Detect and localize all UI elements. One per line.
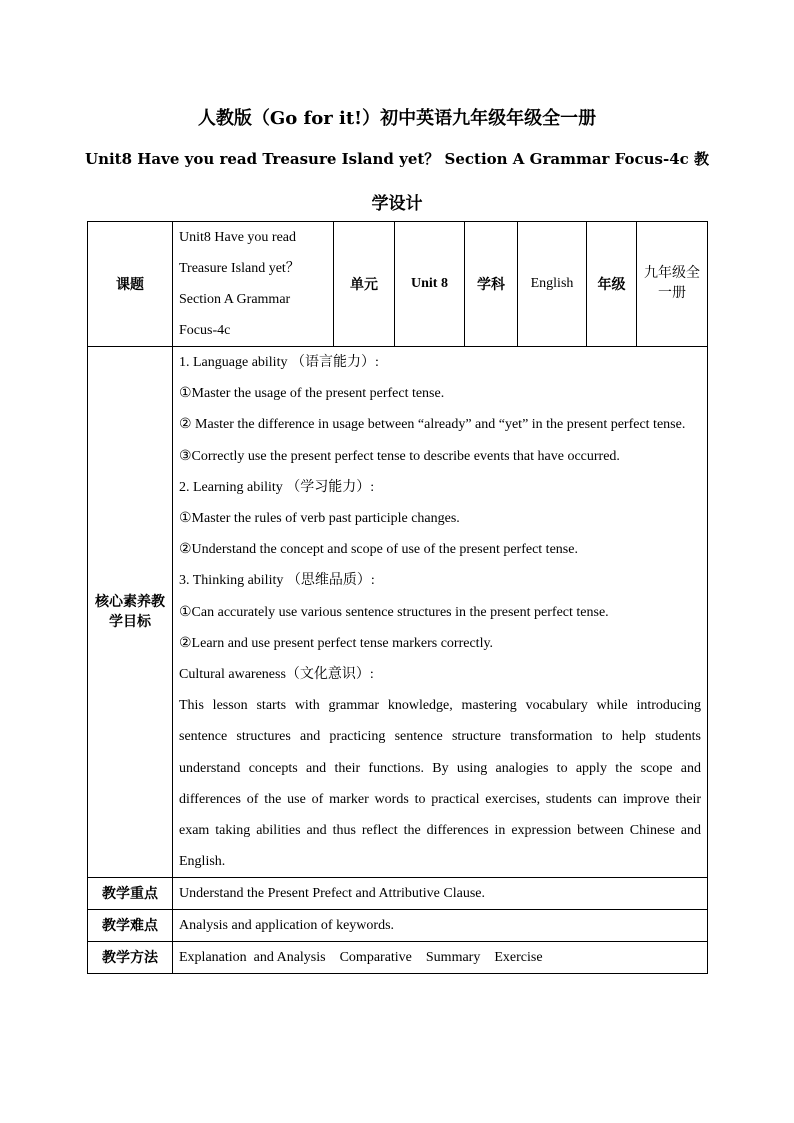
objective-line: ①Master the rules of verb past participle changes. [179, 511, 460, 527]
key-points-value: Understand the Present Prefect and Attributive Clause. [173, 878, 708, 910]
grade-value: 九年级全一册 [637, 222, 708, 347]
objectives-row [88, 347, 708, 878]
topic-value: Unit8 Have you read Treasure Island yet？ Section A Grammar Focus-4c [173, 222, 334, 347]
objective-line: ①Can accurately use various sentence structures in the present perfect tense. [179, 604, 609, 620]
objective-line: ③Correctly use the present perfect tense to describe events that have occurred. [179, 448, 620, 464]
unit-value: Unit 8 [395, 222, 465, 347]
subject-label: 学科 [465, 222, 518, 347]
objective-line: ② Master the difference in usage between “already” and “yet” in the present perfect tense. [179, 417, 686, 433]
objective-line: 2. Learning ability （学习能力）: [179, 479, 375, 495]
document-title: 人教版（Go for it!）初中英语九年级年级全一册 [197, 108, 597, 129]
methods-row [88, 942, 708, 974]
document-subtitle: Unit8 Have you read Treasure Island yet？ Section A Grammar Focus-4c 教 [84, 150, 710, 168]
difficulties-value: Analysis and application of keywords. [173, 910, 708, 942]
objective-line: 3. Thinking ability （思维品质）: [179, 573, 375, 589]
difficulties-row [88, 910, 708, 942]
header-row [88, 222, 708, 347]
methods-value: Explanation and Analysis Comparative Summary Exercise [173, 942, 708, 974]
objective-line: Cultural awareness（文化意识）: [179, 667, 374, 683]
unit-label: 单元 [334, 222, 395, 347]
grade-label: 年级 [587, 222, 637, 347]
objectives-content [173, 347, 708, 878]
objective-paragraph: This lesson starts with grammar knowledge, mastering vocabulary while introducing sentence structures and practicing sentence structure transformation to help students understand concepts and their functions. By using analogies to apply the scope and differences of the use of marker words to practical exercises, students can improve their exam taking abilities and thus reflect the differences in expression between Chinese and English. [179, 698, 701, 870]
objective-line: 1. Language ability （语言能力）: [179, 355, 379, 370]
objective-line: ②Learn and use present perfect tense markers correctly. [179, 635, 494, 651]
topic-label: 课题 [88, 222, 173, 347]
key-points-row [88, 878, 708, 910]
objectives-label: 核心素养教学目标 [88, 347, 173, 878]
lesson-plan-table [87, 221, 708, 974]
methods-label: 教学方法 [88, 942, 173, 974]
objective-line: ②Understand the concept and scope of use of the present perfect tense. [179, 542, 578, 558]
key-points-label: 教学重点 [88, 878, 173, 910]
document-subtitle-continued: 学设计 [371, 194, 423, 214]
difficulties-label: 教学难点 [88, 910, 173, 942]
subject-value: English [518, 222, 587, 347]
objective-line: ①Master the usage of the present perfect tense. [179, 386, 445, 402]
